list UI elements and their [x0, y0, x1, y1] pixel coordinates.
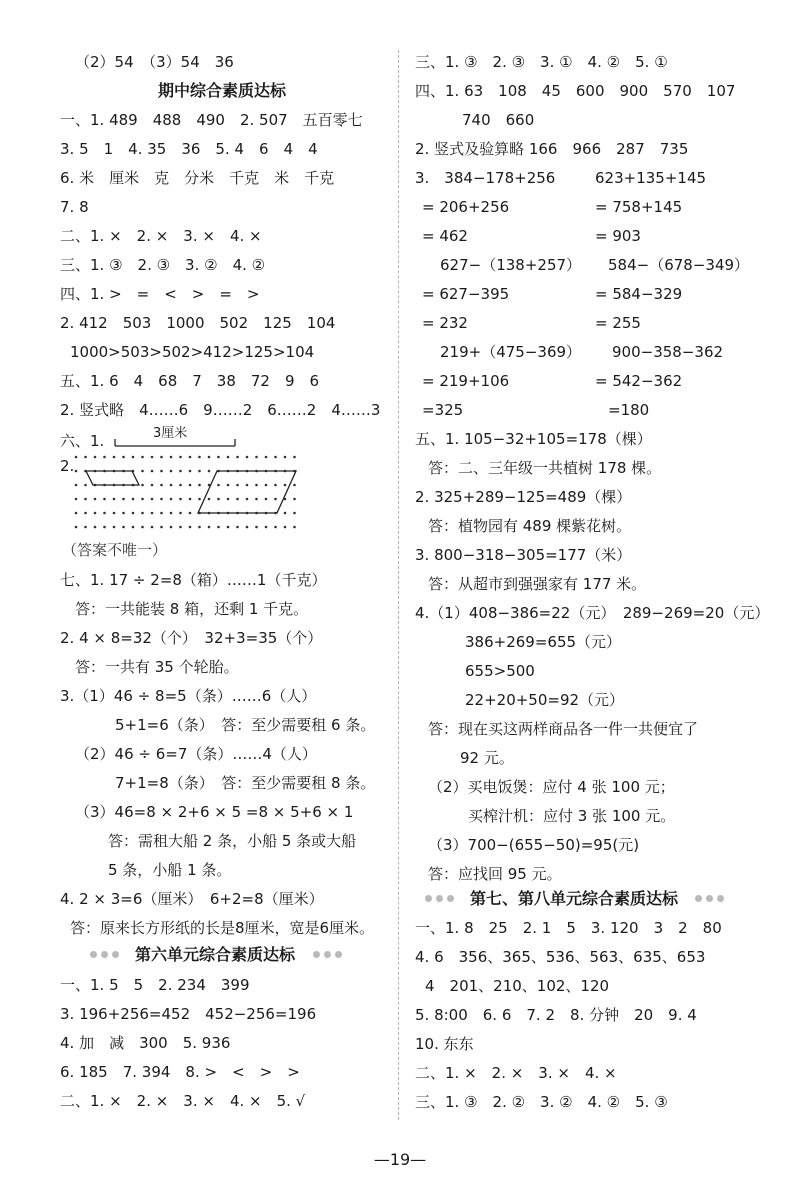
large-parallelogram	[198, 471, 296, 513]
page-number: —19—	[373, 1150, 427, 1169]
grid-dot	[151, 470, 154, 473]
answer-line: 5+1=6（条） 答：至少需要租 6 条。	[115, 716, 376, 734]
grid-dot	[179, 456, 182, 459]
answer-line: （3）46=8 × 2+6 × 5 =8 × 5+6 × 1	[75, 803, 354, 821]
answer-line: 一、1. 489 488 490 2. 507 五百零七	[60, 111, 363, 129]
grid-dot	[284, 484, 287, 487]
answer-line: 7. 8	[60, 198, 89, 216]
answer-line: 一、1. 8 25 2. 1 5 3. 120 3 2 80	[415, 919, 722, 937]
grid-dot	[179, 484, 182, 487]
answer-line: 22+20+50=92（元）	[465, 691, 625, 709]
answer-line: （2）46 ÷ 6=7（条）……4（人）	[75, 745, 317, 763]
title-dots-right	[695, 895, 724, 902]
grid-dot	[141, 484, 144, 487]
grid-dot	[84, 456, 87, 459]
answer-line: 4 201、210、102、120	[425, 977, 610, 995]
grid-dot	[84, 498, 87, 501]
note: （答案不唯一）	[62, 541, 168, 559]
answer-line: 二、1. × 2. × 3. × 4. ×	[415, 1064, 617, 1082]
answer-line: 二、1. × 2. × 3. × 4. × 5. √	[60, 1092, 306, 1110]
answer-line: 二、1. × 2. × 3. × 4. ×	[60, 227, 262, 245]
grid-dot	[284, 526, 287, 529]
grid-dot	[255, 456, 258, 459]
answer-line: 答：一共能装 8 箱，还剩 1 千克。	[75, 600, 309, 618]
grid-dot	[179, 498, 182, 501]
answer-line: 四、1. > = < > = >	[60, 285, 260, 303]
grid-dot	[284, 456, 287, 459]
calc-right: = 584−329	[595, 285, 683, 303]
grid-dot	[160, 498, 163, 501]
answer-line: 3.（1）46 ÷ 8=5（条）……6（人）	[60, 687, 317, 705]
column-divider	[398, 50, 399, 1120]
grid-dot	[122, 498, 125, 501]
title-dots-left	[425, 895, 454, 902]
answer-line: 4.（1）408−386=22（元） 289−269=20（元）	[415, 604, 770, 622]
answer-line: 六、1.	[60, 432, 105, 450]
grid-dot	[132, 526, 135, 529]
grid-dot	[151, 512, 154, 515]
grid-dot	[94, 456, 97, 459]
grid-dot	[208, 526, 211, 529]
calc-left: 219+（475−369）	[440, 343, 582, 361]
grid-dot	[274, 526, 277, 529]
grid-dot	[160, 484, 163, 487]
grid-dot	[113, 498, 116, 501]
grid-dot	[284, 512, 287, 515]
answer-line: 五、1. 6 4 68 7 38 72 9 6	[60, 372, 320, 390]
answer-line: 3. 196+256=452 452−256=196	[60, 1005, 317, 1023]
grid-dot	[189, 498, 192, 501]
grid-dot	[170, 512, 173, 515]
answer-line: 答：现在买这两样商品各一件一共便宜了	[428, 720, 699, 738]
grid-dot	[274, 456, 277, 459]
grid-dot	[217, 484, 220, 487]
answer-line: 2. 竖式及验算略 166 966 287 735	[415, 140, 689, 158]
grid-dot	[170, 470, 173, 473]
answer-line: 答：需租大船 2 条，小船 5 条或大船	[108, 832, 357, 850]
answer-line: 答：原来长方形纸的长是8厘米，宽是6厘米。	[70, 919, 375, 937]
title-dots-left	[90, 951, 119, 958]
grid-dot	[103, 456, 106, 459]
grid-dot	[293, 456, 296, 459]
grid-dot	[94, 498, 97, 501]
grid-dot	[227, 456, 230, 459]
answer-line: 三、1. ③ 2. ③ 3. ① 4. ② 5. ①	[415, 53, 668, 71]
grid-dot	[217, 498, 220, 501]
answer-line: 三、1. ③ 2. ② 3. ② 4. ② 5. ③	[415, 1093, 668, 1111]
calc-right: 900−358−362	[612, 343, 724, 361]
grid-dot	[236, 456, 239, 459]
answer-line: 答：应找回 95 元。	[428, 865, 562, 883]
grid-dot	[208, 456, 211, 459]
grid-dot	[255, 526, 258, 529]
grid-dot	[236, 484, 239, 487]
answer-line: 2. 412 503 1000 502 125 104	[60, 314, 336, 332]
answer-line: 655>500	[465, 662, 535, 680]
grid-dot	[170, 484, 173, 487]
grid-dot	[255, 484, 258, 487]
grid-dot	[170, 498, 173, 501]
grid-dot	[274, 484, 277, 487]
grid-dot	[132, 512, 135, 515]
section-title-unit78: 第七、第八单元综合素质达标	[470, 889, 679, 908]
grid-dot	[84, 484, 87, 487]
calc-left: 3. 384−178+256	[415, 169, 556, 187]
grid-dot	[179, 526, 182, 529]
grid-dot	[198, 498, 201, 501]
grid-dot	[84, 526, 87, 529]
grid-dot	[84, 512, 87, 515]
answer-line: 2. 325+289−125=489（棵）	[415, 488, 632, 506]
grid-dot	[141, 470, 144, 473]
grid-dot	[236, 498, 239, 501]
answer-line: 4. 2 × 3=6（厘米） 6+2=8（厘米）	[60, 890, 324, 908]
grid-dot	[179, 512, 182, 515]
grid-dot	[103, 526, 106, 529]
answer-line: 答：二、三年级一共植树 178 棵。	[428, 459, 662, 477]
answer-line: （2）54 （3）54 36	[75, 53, 234, 71]
calc-left: = 219+106	[422, 372, 510, 390]
grid-dot	[246, 484, 249, 487]
grid-dot	[103, 498, 106, 501]
grid-dot	[198, 456, 201, 459]
answer-line: 386+269=655（元）	[465, 633, 622, 651]
dot-grid-figure	[74, 455, 304, 535]
grid-dot	[293, 512, 296, 515]
grid-dot	[246, 456, 249, 459]
grid-dot	[75, 470, 78, 473]
grid-dot	[293, 526, 296, 529]
grid-dot	[189, 470, 192, 473]
answer-line: 6. 米 厘米 克 分米 千克 米 千克	[60, 169, 335, 187]
answer-line: （3）700−(655−50)=95(元)	[428, 836, 640, 854]
grid-dot	[246, 526, 249, 529]
answer-line: 答：植物园有 489 棵紫花树。	[428, 517, 632, 535]
calc-right: = 903	[595, 227, 641, 245]
calc-left: =325	[422, 401, 464, 419]
answer-line: 五、1. 105−32+105=178（棵）	[415, 430, 652, 448]
grid-dot	[208, 470, 211, 473]
grid-dot	[122, 456, 125, 459]
grid-dot	[132, 498, 135, 501]
grid-dot	[265, 498, 268, 501]
grid-dot	[170, 456, 173, 459]
answer-line: 5 条，小船 1 条。	[108, 861, 232, 879]
grid-dot	[246, 498, 249, 501]
grid-dot	[151, 526, 154, 529]
grid-dot	[75, 484, 78, 487]
answer-line: 答：从超市到强强家有 177 米。	[428, 575, 647, 593]
grid-dot	[179, 470, 182, 473]
calc-left: = 232	[422, 314, 468, 332]
grid-dot	[227, 526, 230, 529]
grid-dot	[255, 498, 258, 501]
calc-left: = 627−395	[422, 285, 510, 303]
answer-line: 7+1=8（条） 答：至少需要租 8 条。	[115, 774, 376, 792]
grid-dot	[274, 498, 277, 501]
grid-dot	[141, 526, 144, 529]
answer-line: 四、1. 63 108 45 600 900 570 107	[415, 82, 736, 100]
section-title-unit6: 第六单元综合素质达标	[135, 945, 296, 964]
calc-right: =180	[608, 401, 650, 419]
answer-line: （2）买电饭煲：应付 4 张 100 元；	[428, 778, 675, 796]
grid-dot	[160, 456, 163, 459]
grid-dot	[198, 484, 201, 487]
grid-dot	[151, 484, 154, 487]
grid-dot	[113, 526, 116, 529]
grid-dot	[160, 526, 163, 529]
grid-dot	[189, 512, 192, 515]
grid-dot	[293, 484, 296, 487]
grid-dot	[198, 526, 201, 529]
grid-dot	[208, 498, 211, 501]
grid-dot	[265, 456, 268, 459]
calc-left: = 206+256	[422, 198, 510, 216]
calc-right: 584−（678−349）	[608, 256, 750, 274]
grid-dot	[160, 512, 163, 515]
calc-right: = 255	[595, 314, 641, 332]
segment-label: 3厘米	[153, 426, 188, 441]
small-parallelogram	[86, 471, 139, 485]
grid-dot	[141, 512, 144, 515]
grid-dot	[113, 456, 116, 459]
grid-dot	[94, 512, 97, 515]
answer-line: 5. 8:00 6. 6 7. 2 8. 分钟 20 9. 4	[415, 1006, 697, 1024]
grid-dot	[141, 498, 144, 501]
answer-line: 6. 185 7. 394 8. > < > >	[60, 1063, 300, 1081]
answer-line: 2. 竖式略 4……6 9……2 6……2 4……3	[60, 401, 381, 419]
grid-dot	[189, 484, 192, 487]
answer-line: 4. 6 356、365、536、563、635、653	[415, 948, 706, 966]
calc-right: 623+135+145	[595, 169, 707, 187]
grid-dot	[170, 526, 173, 529]
section-title-midterm: 期中综合素质达标	[158, 81, 287, 100]
calc-left: 627−（138+257）	[440, 256, 582, 274]
answer-line: 92 元。	[460, 749, 514, 767]
grid-dot	[75, 526, 78, 529]
grid-dot	[75, 498, 78, 501]
grid-dot	[132, 456, 135, 459]
answer-line: 买榨汁机：应付 3 张 100 元。	[468, 807, 676, 825]
grid-dot	[103, 512, 106, 515]
answer-line: 2. 4 × 8=32（个） 32+3=35（个）	[60, 629, 323, 647]
grid-dot	[75, 456, 78, 459]
grid-dots	[75, 456, 296, 529]
calc-left: = 462	[422, 227, 468, 245]
calc-right: = 542−362	[595, 372, 683, 390]
grid-dot	[227, 498, 230, 501]
grid-dot	[265, 526, 268, 529]
answer-line: 2.	[60, 457, 75, 475]
grid-dot	[113, 512, 116, 515]
grid-dot	[151, 498, 154, 501]
grid-dot	[236, 526, 239, 529]
grid-dot	[198, 470, 201, 473]
answer-line: 一、1. 5 5 2. 234 399	[60, 976, 250, 994]
title-dots-right	[313, 951, 342, 958]
grid-dot	[122, 512, 125, 515]
answer-line: 740 660	[462, 111, 535, 129]
answer-line: 10. 东东	[415, 1035, 474, 1053]
grid-dot	[94, 526, 97, 529]
grid-dot	[217, 526, 220, 529]
answer-line: 1000>503>502>412>125>104	[70, 343, 315, 361]
answer-line: 七、1. 17 ÷ 2=8（箱）……1（千克）	[60, 571, 327, 589]
calc-right: = 758+145	[595, 198, 683, 216]
grid-dot	[217, 456, 220, 459]
answer-line: 答：一共有 35 个轮胎。	[75, 658, 239, 676]
grid-dot	[122, 526, 125, 529]
grid-dot	[265, 484, 268, 487]
grid-dot	[151, 456, 154, 459]
grid-dot	[189, 456, 192, 459]
grid-dot	[75, 512, 78, 515]
grid-dot	[141, 456, 144, 459]
answer-line: 3. 5 1 4. 35 36 5. 4 6 4 4	[60, 140, 318, 158]
answer-line: 三、1. ③ 2. ③ 3. ② 4. ②	[60, 256, 266, 274]
grid-dot	[293, 498, 296, 501]
answer-line: 4. 加 减 300 5. 936	[60, 1034, 231, 1052]
grid-dot	[160, 470, 163, 473]
grid-dot	[189, 526, 192, 529]
answer-line: 3. 800−318−305=177（米）	[415, 546, 632, 564]
grid-dot	[227, 484, 230, 487]
